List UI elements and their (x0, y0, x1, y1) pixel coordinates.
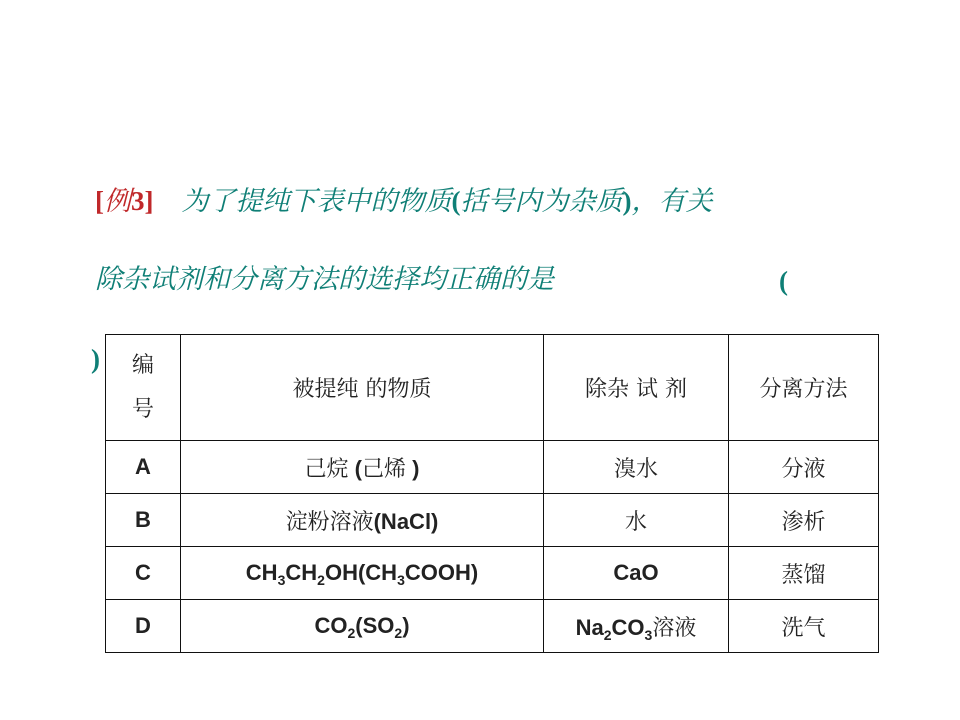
question-text-1b: 括号内为杂质 (460, 186, 623, 217)
purification-table (105, 334, 879, 653)
header-substance: 被提纯 的物质 (181, 335, 544, 441)
row-substance: 己烷 (己烯 ) (181, 441, 544, 494)
header-id: 编 号 (106, 335, 181, 441)
row-reagent: 水 (544, 494, 729, 547)
answer-paren-open: ( (779, 266, 788, 296)
header-method: 分离方法 (729, 335, 879, 441)
table-row (106, 600, 879, 653)
row-method: 分液 (729, 441, 879, 494)
row-method: 蒸馏 (729, 547, 879, 600)
row-id: D (106, 600, 181, 653)
table-row (106, 494, 879, 547)
question-line-1: [例3] 为了提纯下表中的物质(括号内为杂质)，有关 (95, 186, 713, 217)
question-line-2: 除杂试剂和分离方法的选择均正确的是 (95, 264, 554, 295)
question-text-1c: ，有关 (631, 186, 713, 217)
row-substance: $CO_2(SO_2)$ (181, 600, 544, 653)
example-tag: [例3] (95, 186, 154, 217)
table-row (106, 441, 879, 494)
question-text-1a: 为了提纯下表中的物质 (181, 186, 452, 217)
row-method: 洗气 (729, 600, 879, 653)
row-substance: 淀粉溶液(NaCl) (181, 494, 544, 547)
row-reagent: 溴水 (544, 441, 729, 494)
row-id: A (106, 441, 181, 494)
row-id: C (106, 547, 181, 600)
row-reagent: CaO (544, 547, 729, 600)
answer-paren-close: ) (91, 344, 100, 374)
row-substance: $CH_3CH_2OH(CH_3COOH)$ (181, 547, 544, 600)
row-method: 渗析 (729, 494, 879, 547)
header-reagent: 除杂 试 剂 (544, 335, 729, 441)
row-reagent: $Na_2CO_3$溶液 (544, 600, 729, 653)
table-header-row (106, 335, 879, 441)
row-id: B (106, 494, 181, 547)
table-row (106, 547, 879, 600)
